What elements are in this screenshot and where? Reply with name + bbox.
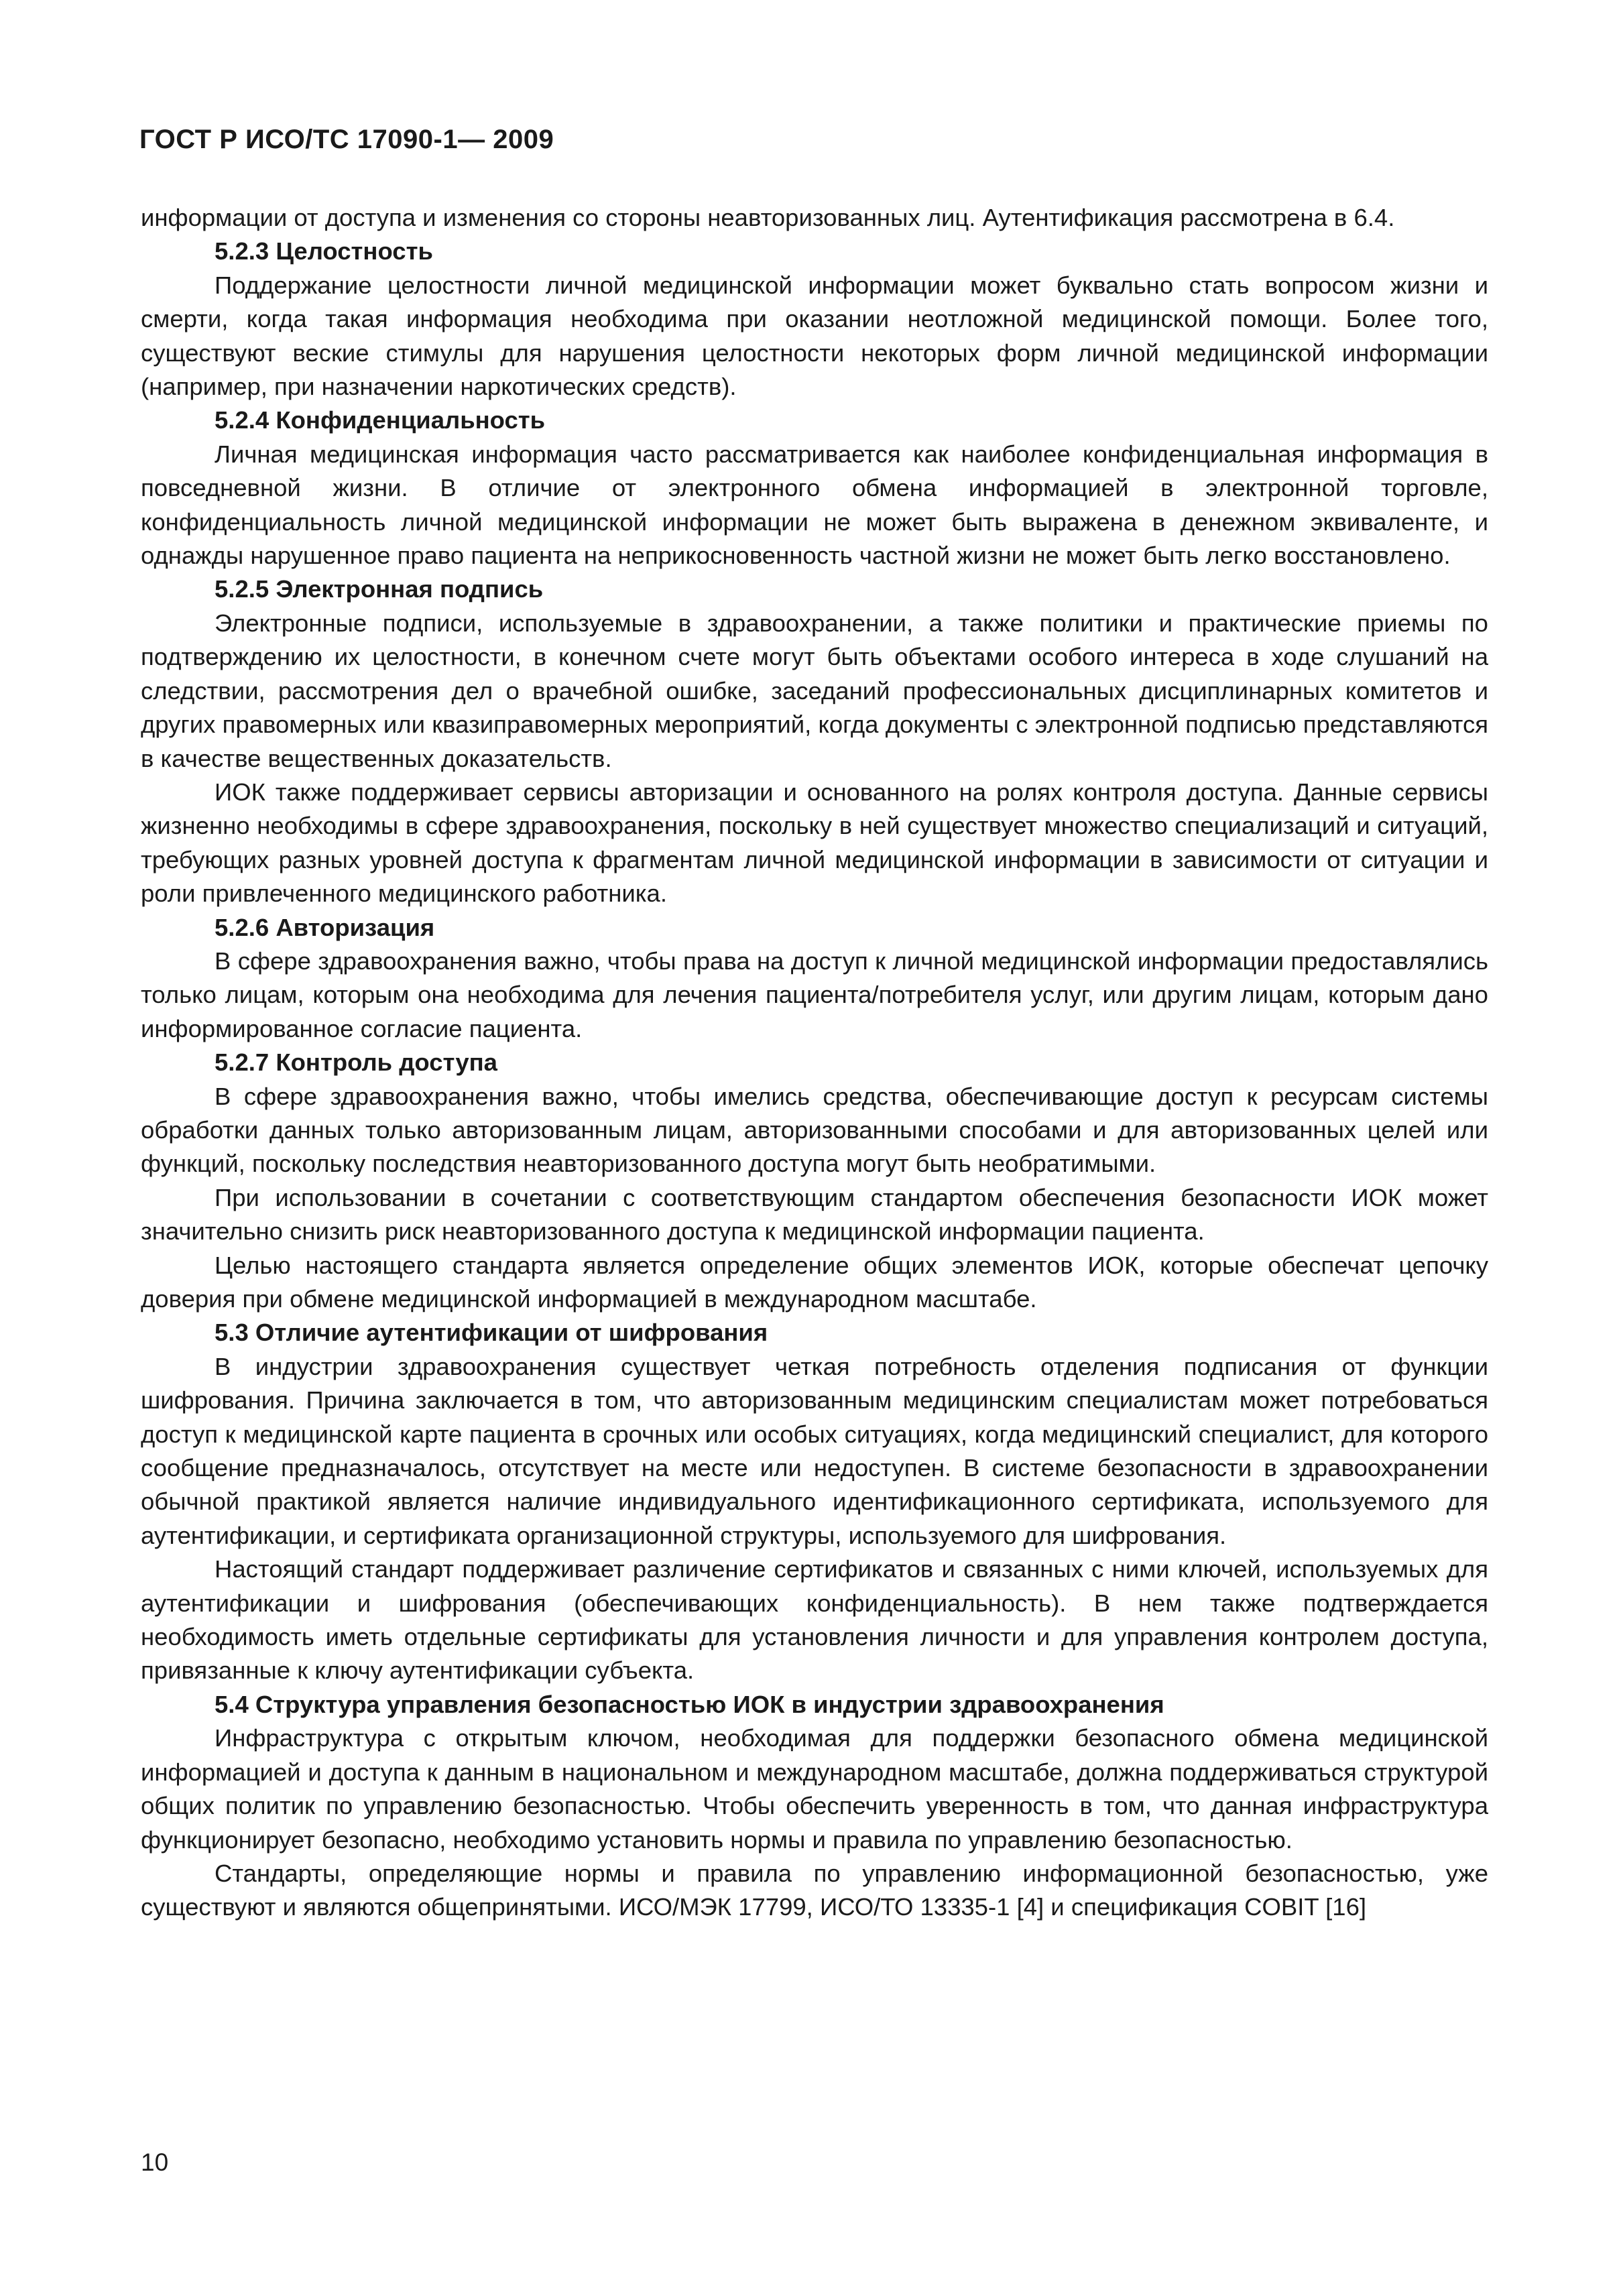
section-heading-5-2-4: 5.2.4 Конфиденциальность [215,406,546,434]
paragraph-integrity: Поддержание целостности личной медицинской информации может буквально стать вопросом жизни и смерти, когда такая информация необходима при оказании неотложной медицинской помощи. Более того, существуют веские стимулы для нарушения целостности некоторых форм личной медицинской информации (например, при назначении наркотических средств). [141,271,1488,401]
paragraph-continuation: информации от доступа и изменения со стороны неавторизованных лиц. Аутентификация рассмотрена в 6.4. [141,204,1395,231]
paragraph-confidentiality: Личная медицинская информация часто рассматривается как наиболее конфиденциальная информация в повседневной жизни. В отличие от электронного обмена информацией в электронной торговле, конфиденциальность личной медицинской информации не может быть выражена в денежном эквиваленте, и однажды нарушенное право пациента на неприкосновенность частной жизни не может быть легко восстановлено. [141,440,1488,570]
section-heading-5-4: 5.4 Структура управления безопасностью ИОК в индустрии здравоохранения [215,1690,1164,1718]
paragraph-existing-standards: Стандарты, определяющие нормы и правила по управлению информационной безопасностью, уже существуют и являются общепринятыми. ИСО/МЭК 17799, ИСО/ТО 13335-1 [4] и спецификация COBIT [16] [141,1859,1488,1921]
paragraph-pki-authorization-services: ИОК также поддерживает сервисы авторизации и основанного на ролях контроля доступа. Данные сервисы жизненно необходимы в сфере здравоохранения, поскольку в ней существует множество специализаций и ситуаций, требующих разных уровней доступа к фрагментам личной медицинской информации в зависимости от ситуации и роли привлеченного медицинского работника. [141,778,1488,908]
paragraph-electronic-signature: Электронные подписи, используемые в здравоохранении, а также политики и практические приемы по подтверждению их целостности, в конечном счете могут быть объектами особого интереса в ходе слушаний на следствии, рассмотрения дел о врачебной ошибке, заседаний профессиональных дисциплинарных комитетов и других правомерных или квазиправомерных мероприятий, когда документы с электронной подписью представляются в качестве вещественных доказательств. [141,609,1488,772]
paragraph-access-control-risk: При использовании в сочетании с соответствующим стандартом обеспечения безопасности ИОК может значительно снизить риск неавторизованного доступа к медицинской информации пациента. [141,1183,1488,1246]
paragraph-authorization: В сфере здравоохранения важно, чтобы права на доступ к личной медицинской информации предоставлялись только лицам, которым она необходима для лечения пациента/потребителя услуг, или другим лицам, которым дано информированное согласие пациента. [141,947,1488,1042]
document-body [141,201,1488,1925]
paragraph-standard-purpose: Целью настоящего стандарта является определение общих элементов ИОК, которые обеспечат цепочку доверия при обмене медицинской информацией в международном масштабе. [141,1251,1488,1313]
section-heading-5-2-7: 5.2.7 Контроль доступа [215,1048,497,1077]
document-header: ГОСТ Р ИСО/ТС 17090-1— 2009 [139,125,554,154]
section-heading-5-3: 5.3 Отличие аутентификации от шифрования [215,1319,768,1347]
paragraph-security-policy-structure: Инфраструктура с открытым ключом, необходимая для поддержки безопасного обмена медицинской информацией и доступа к данным в национальном и международном масштабе, должна поддерживаться структурой общих политик по управлению безопасностью. Чтобы обеспечить уверенность в том, что данная инфраструктура функционирует безопасно, необходимо установить нормы и правила по управлению безопасностью. [141,1724,1488,1854]
section-heading-5-2-6: 5.2.6 Авторизация [215,913,435,941]
section-heading-5-2-3: 5.2.3 Целостность [215,237,433,265]
paragraph-access-control: В сфере здравоохранения важно, чтобы имелись средства, обеспечивающие доступ к ресурсам системы обработки данных только авторизованным лицам, авторизованными способами и для авторизованных целей или функций, поскольку последствия неавторизованного доступа могут быть необратимыми. [141,1082,1488,1178]
section-heading-5-2-5: 5.2.5 Электронная подпись [215,575,544,603]
page-number: 10 [141,2149,169,2176]
paragraph-certificate-separation: Настоящий стандарт поддерживает различение сертификатов и связанных с ними ключей, используемых для аутентификации и шифрования (обеспечивающих конфиденциальность). В нем также подтверждается необходимость иметь отдельные сертификаты для установления личности и для управления контролем доступа, привязанные к ключу аутентификации субъекта. [141,1555,1488,1685]
paragraph-signing-vs-encryption: В индустрии здравоохранения существует четкая потребность отделения подписания от функции шифрования. Причина заключается в том, что авторизованным медицинским специалистам может потребоваться доступ к медицинской карте пациента в срочных или особых ситуациях, когда медицинский специалист, для которого сообщение предназначалось, отсутствует на месте или недоступен. В системе безопасности в здравоохранении обычной практикой является наличие индивидуального идентификационного сертификата, используемого для аутентификации, и сертификата организационной структуры, используемого для шифрования. [141,1352,1488,1549]
